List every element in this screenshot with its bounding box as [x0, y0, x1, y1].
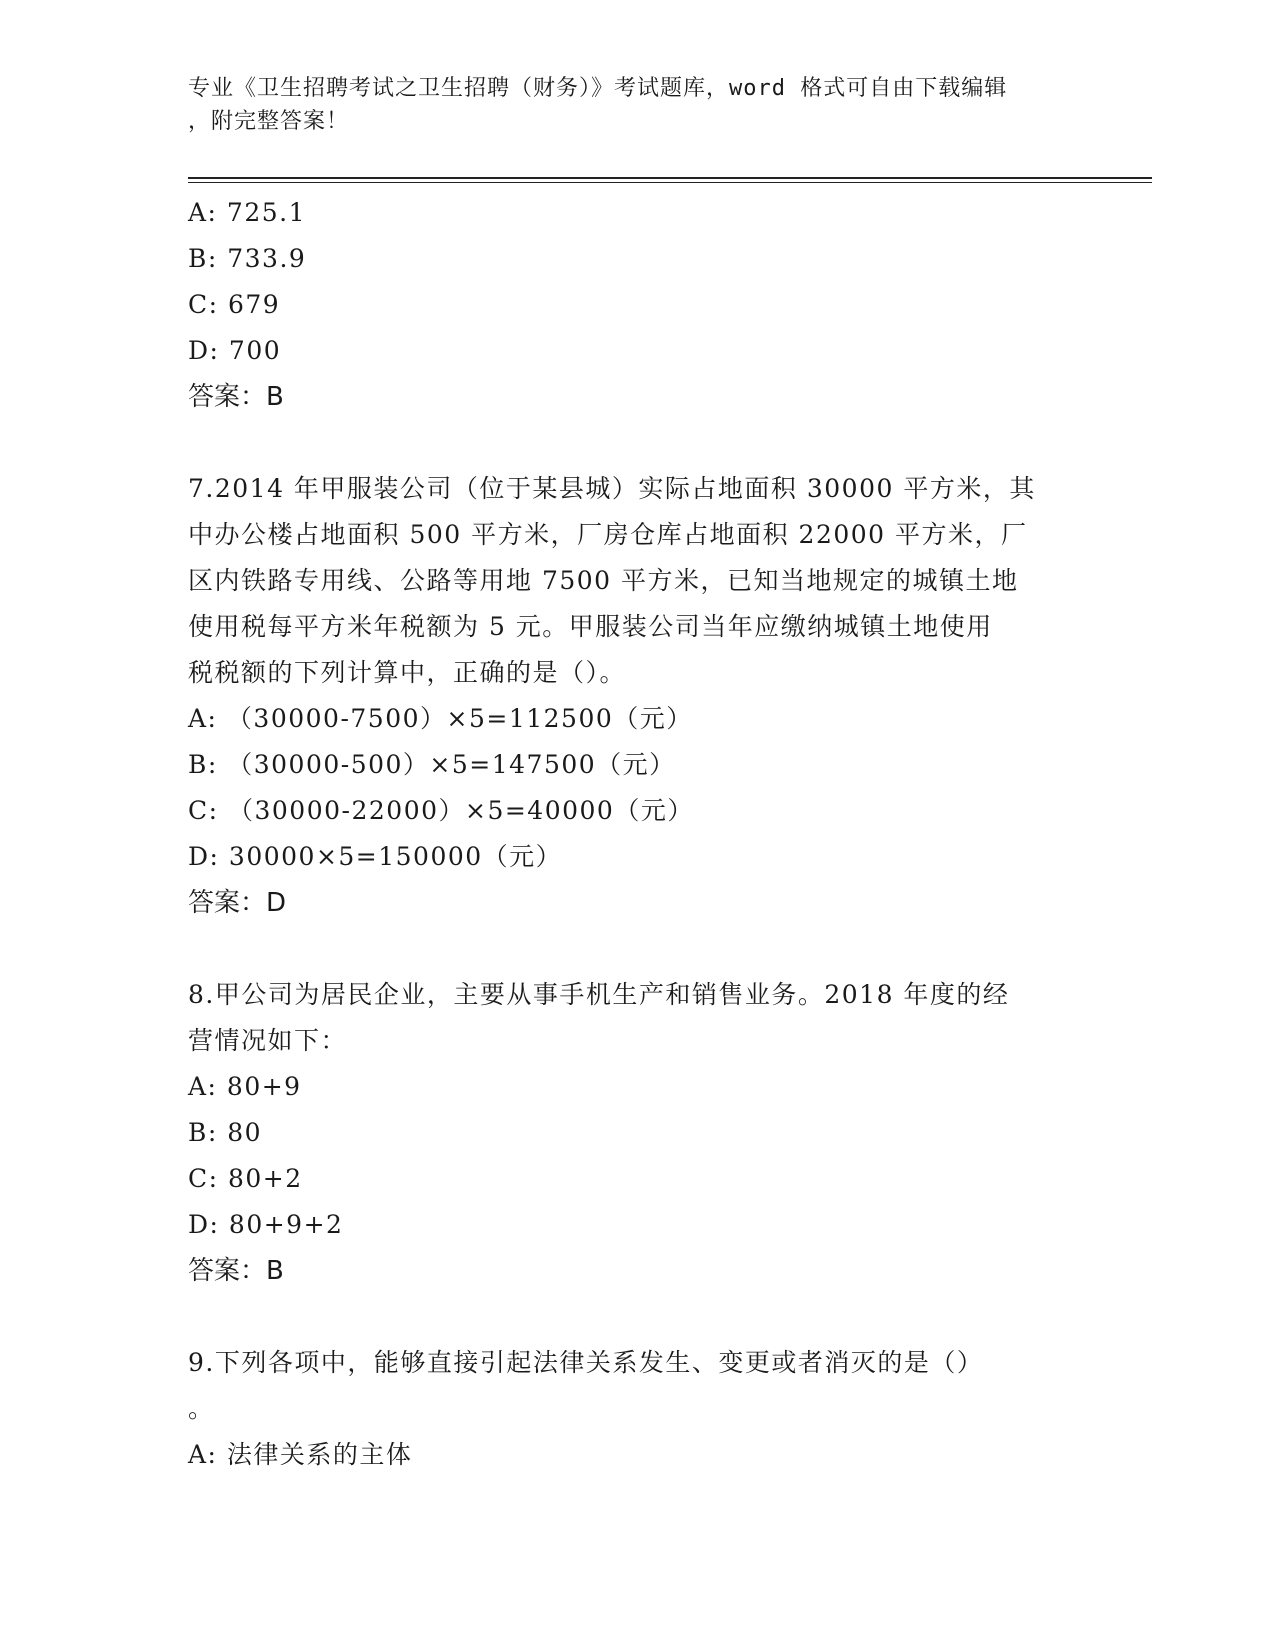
spacer [188, 926, 1088, 972]
header-line-2: ，附完整答案！ [188, 109, 350, 134]
option-d: D: 700 [188, 336, 282, 365]
question-text-line: 税税额的下列计算中，正确的是（）。 [188, 658, 627, 687]
answer-label: 答案：B [188, 1256, 284, 1286]
spacer [188, 1294, 1088, 1340]
question-text-line: 8.甲公司为居民企业，主要从事手机生产和销售业务。2018 年度的经 [188, 980, 1010, 1009]
header-divider-thin [188, 182, 1152, 183]
spacer [188, 420, 1088, 466]
option-a: A: （30000-7500）×5=112500（元） [188, 704, 693, 733]
option-a: A: 725.1 [188, 198, 306, 227]
option-d: D: 30000×5=150000（元） [188, 842, 563, 871]
answer-label: 答案：B [188, 382, 284, 412]
question-text-line: 营情况如下： [188, 1026, 348, 1055]
question-9 [188, 1340, 1088, 1478]
option-b: B: 733.9 [188, 244, 307, 273]
question-text-line: 使用税每平方米年税额为 5 元。甲服装公司当年应缴纳城镇土地使用 [188, 612, 993, 641]
option-b: B: （30000-500）×5=147500（元） [188, 750, 676, 779]
option-d: D: 80+9+2 [188, 1210, 344, 1239]
question-8 [188, 972, 1088, 1294]
question-text-line: 区内铁路专用线、公路等用地 7500 平方米，已知当地规定的城镇土地 [188, 566, 1019, 595]
answer-label: 答案：D [188, 888, 287, 918]
option-b: B: 80 [188, 1118, 263, 1147]
question-text-line: 7.2014 年甲服装公司（位于某县城）实际占地面积 30000 平方米，其 [188, 474, 1036, 503]
document-header [188, 72, 1088, 138]
option-c: C: 679 [188, 290, 281, 319]
header-divider-thick [188, 177, 1152, 179]
option-a: A: 80+9 [188, 1072, 302, 1101]
question-6 [188, 190, 1088, 420]
question-text-line: 。 [188, 1394, 215, 1423]
option-c: C: 80+2 [188, 1164, 303, 1193]
header-line-1: 专业《卫生招聘考试之卫生招聘（财务）》考试题库，word 格式可自由下载编辑 [188, 76, 1008, 101]
question-text-line: 中办公楼占地面积 500 平方米，厂房仓库占地面积 22000 平方米，厂 [188, 520, 1028, 549]
question-list [188, 190, 1088, 1478]
question-text-line: 9.下列各项中，能够直接引起法律关系发生、变更或者消灭的是（） [188, 1348, 984, 1377]
option-c: C: （30000-22000）×5=40000（元） [188, 796, 694, 825]
option-a: A: 法律关系的主体 [188, 1440, 413, 1469]
question-7 [188, 466, 1088, 926]
